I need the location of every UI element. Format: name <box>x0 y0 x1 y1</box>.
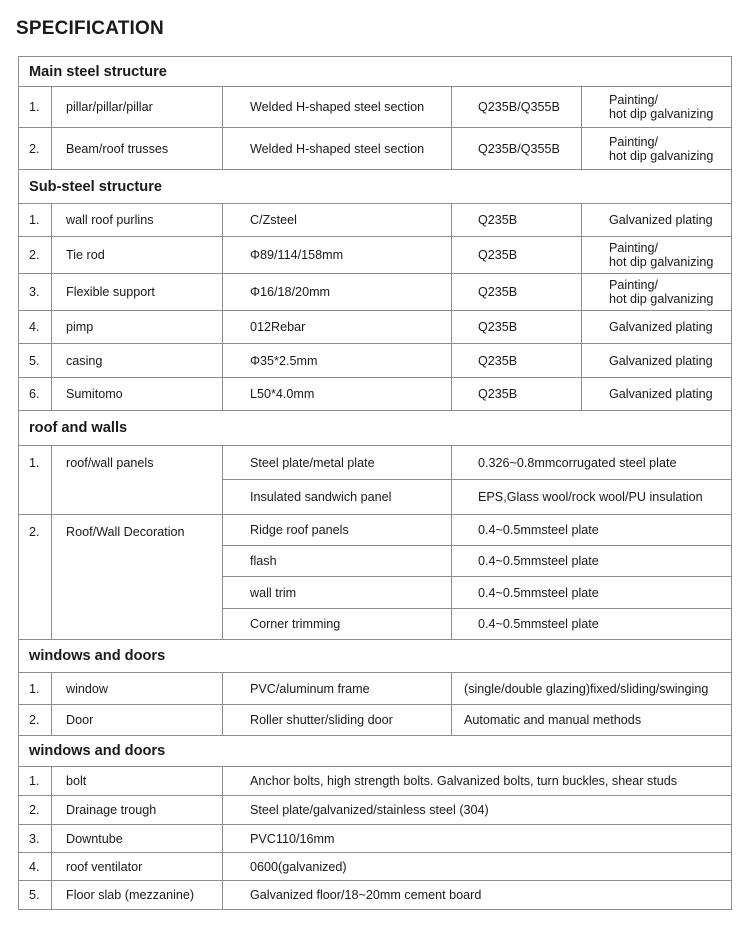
item-finish <box>582 237 732 274</box>
item-desc: EPS,Glass wool/rock wool/PU insulation <box>452 480 732 515</box>
row-number: 1. <box>19 204 52 237</box>
item-spec: Welded H-shaped steel section <box>223 87 452 128</box>
finish-line: Painting/ <box>609 278 659 292</box>
item-name: wall roof purlins <box>52 204 223 237</box>
row-number: 5. <box>19 344 52 378</box>
item-name: roof ventilator <box>52 853 223 881</box>
table-row <box>19 767 732 796</box>
row-number: 2. <box>19 515 52 640</box>
item-material: Q235B <box>452 311 582 344</box>
item-name: Downtube <box>52 825 223 853</box>
item-material: Q235B <box>452 274 582 311</box>
item-spec: Φ89/114/158mm <box>223 237 452 274</box>
item-finish <box>582 274 732 311</box>
item-desc: Automatic and manual methods <box>452 705 732 736</box>
item-spec: Φ16/18/20mm <box>223 274 452 311</box>
item-desc: 0.4~0.5mmsteel plate <box>452 546 732 577</box>
item-name: pimp <box>52 311 223 344</box>
section-title: windows and doors <box>19 736 732 767</box>
finish-line: hot dip galvanizing <box>609 292 714 306</box>
item-material: Q235B/Q355B <box>452 128 582 170</box>
row-number: 1. <box>19 446 52 515</box>
item-spec: Welded H-shaped steel section <box>223 128 452 170</box>
item-spec: C/Zsteel <box>223 204 452 237</box>
section-header-others <box>19 736 732 767</box>
page-title: SPECIFICATION <box>16 18 164 39</box>
section-title: roof and walls <box>19 411 732 446</box>
item-material: Q235B/Q355B <box>452 87 582 128</box>
table-row <box>19 128 732 170</box>
item-finish: Galvanized plating <box>582 344 732 378</box>
section-title: windows and doors <box>19 640 732 673</box>
finish-line: hot dip galvanizing <box>609 107 714 121</box>
item-finish: Galvanized plating <box>582 204 732 237</box>
item-type: wall trim <box>223 577 452 609</box>
row-number: 5. <box>19 881 52 910</box>
item-desc: 0.4~0.5mmsteel plate <box>452 609 732 640</box>
section-header-windows-doors <box>19 640 732 673</box>
table-row <box>19 515 732 546</box>
item-spec: 0600(galvanized) <box>223 853 732 881</box>
table-row <box>19 673 732 705</box>
row-number: 4. <box>19 853 52 881</box>
table-row <box>19 87 732 128</box>
specification-table <box>18 56 731 910</box>
row-number: 2. <box>19 796 52 825</box>
table-row <box>19 274 732 311</box>
row-number: 2. <box>19 128 52 170</box>
finish-line: Painting/ <box>609 134 659 149</box>
row-number: 1. <box>19 673 52 705</box>
section-header-roof-walls <box>19 411 732 446</box>
item-name: Flexible support <box>52 274 223 311</box>
item-desc: (single/double glazing)fixed/sliding/swinging <box>452 673 732 705</box>
table-row <box>19 853 732 881</box>
row-number: 2. <box>19 705 52 736</box>
finish-line: Painting/ <box>609 93 659 107</box>
item-name: Floor slab (mezzanine) <box>52 881 223 910</box>
item-type: Corner trimming <box>223 609 452 640</box>
table-row <box>19 705 732 736</box>
table-row <box>19 204 732 237</box>
item-spec: Roller shutter/sliding door <box>223 705 452 736</box>
item-desc: 0.4~0.5mmsteel plate <box>452 515 732 546</box>
row-number: 4. <box>19 311 52 344</box>
section-title: Sub-steel structure <box>19 170 732 204</box>
table-row <box>19 311 732 344</box>
item-name: Sumitomo <box>52 378 223 411</box>
item-name: Drainage trough <box>52 796 223 825</box>
item-type: flash <box>223 546 452 577</box>
table-row <box>19 446 732 480</box>
table-row <box>19 825 732 853</box>
item-name: pillar/pillar/pillar <box>52 87 223 128</box>
item-type: Insulated sandwich panel <box>223 480 452 515</box>
item-spec: PVC/aluminum frame <box>223 673 452 705</box>
table-row <box>19 237 732 274</box>
item-name: window <box>52 673 223 705</box>
item-spec: Steel plate/galvanized/stainless steel (304) <box>223 796 732 825</box>
item-material: Q235B <box>452 237 582 274</box>
item-material: Q235B <box>452 204 582 237</box>
finish-line: hot dip galvanizing <box>609 148 714 163</box>
row-number: 6. <box>19 378 52 411</box>
table-row <box>19 796 732 825</box>
row-number: 2. <box>19 237 52 274</box>
section-header-main-steel <box>19 57 732 87</box>
item-spec: 012Rebar <box>223 311 452 344</box>
item-material: Q235B <box>452 344 582 378</box>
table-row <box>19 881 732 910</box>
item-type: Ridge roof panels <box>223 515 452 546</box>
item-spec: PVC110/16mm <box>223 825 732 853</box>
finish-line: hot dip galvanizing <box>609 255 714 269</box>
item-name: casing <box>52 344 223 378</box>
item-name: roof/wall panels <box>52 446 223 515</box>
row-number: 3. <box>19 825 52 853</box>
section-title: Main steel structure <box>19 57 732 87</box>
item-finish <box>582 128 732 170</box>
item-name: bolt <box>52 767 223 796</box>
item-desc: 0.4~0.5mmsteel plate <box>452 577 732 609</box>
table-row <box>19 378 732 411</box>
item-name: Door <box>52 705 223 736</box>
section-header-sub-steel <box>19 170 732 204</box>
item-name: Roof/Wall Decoration <box>52 515 223 640</box>
table-row <box>19 344 732 378</box>
row-number: 3. <box>19 274 52 311</box>
item-spec: L50*4.0mm <box>223 378 452 411</box>
row-number: 1. <box>19 87 52 128</box>
item-name: Tie rod <box>52 237 223 274</box>
finish-line: Painting/ <box>609 241 659 255</box>
item-spec: Anchor bolts, high strength bolts. Galvanized bolts, turn buckles, shear studs <box>223 767 732 796</box>
item-finish <box>582 87 732 128</box>
item-finish: Galvanized plating <box>582 311 732 344</box>
item-type: Steel plate/metal plate <box>223 446 452 480</box>
item-finish: Galvanized plating <box>582 378 732 411</box>
item-desc: 0.326~0.8mmcorrugated steel plate <box>452 446 732 480</box>
item-material: Q235B <box>452 378 582 411</box>
row-number: 1. <box>19 767 52 796</box>
item-spec: Galvanized floor/18~20mm cement board <box>223 881 732 910</box>
item-name: Beam/roof trusses <box>52 128 223 170</box>
item-spec: Φ35*2.5mm <box>223 344 452 378</box>
